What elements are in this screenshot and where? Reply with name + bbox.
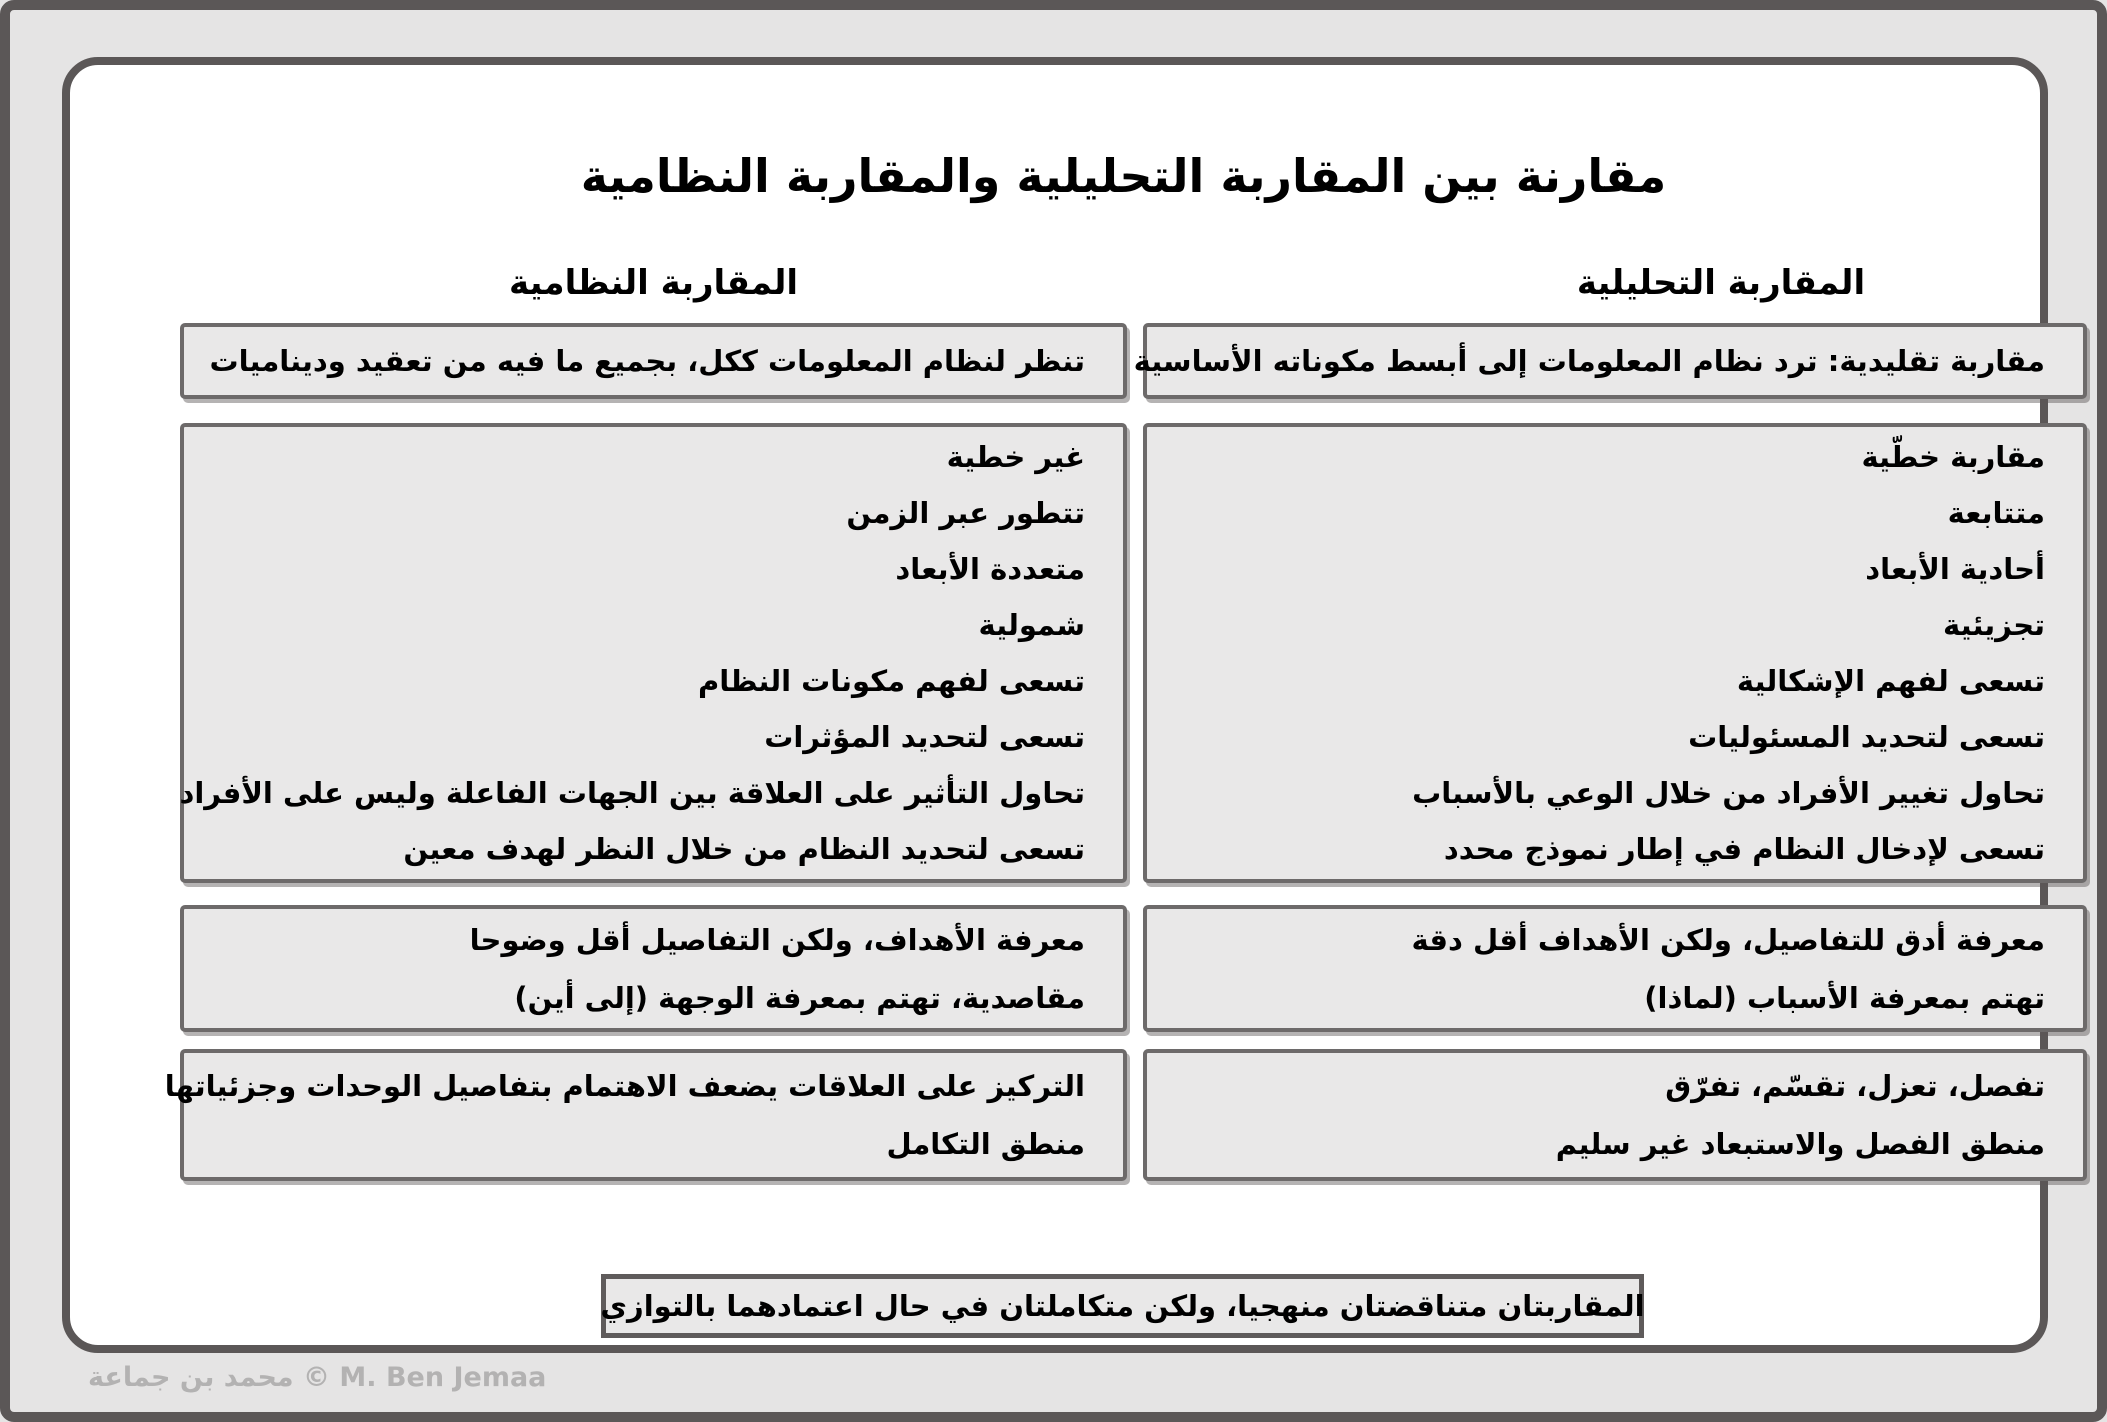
text-line: مقاربة تقليدية: ترد نظام المعلومات إلى أبسط مكوناته الأساسية: [1133, 344, 2045, 378]
text-line: تجزيئية: [1943, 608, 2045, 642]
text-line: تحاول التأثير على العلاقة بين الجهات الفاعلة وليس على الأفراد: [179, 776, 1085, 810]
text-line: معرفة الأهداف، ولكن التفاصيل أقل وضوحا: [469, 922, 1085, 957]
text-line: شمولية: [978, 608, 1085, 642]
text-line: متعددة الأبعاد: [895, 552, 1085, 586]
text-line: مقاصدية، تهتم بمعرفة الوجهة (إلى أين): [514, 980, 1085, 1015]
text-line: تهتم بمعرفة الأسباب (لماذا): [1644, 980, 2045, 1015]
text-line: التركيز على العلاقات يضعف الاهتمام بتفاصيل الوحدات وجزئياتها: [164, 1069, 1085, 1103]
text-line: تسعى لإدخال النظام في إطار نموذج محدد: [1443, 832, 2045, 866]
analytical-summary-box: [1133, 323, 2087, 399]
analytical-traits-box: [1143, 423, 2087, 883]
text-line: تسعى لتحديد المسئوليات: [1688, 720, 2045, 754]
text-line: تفصل، تعزل، تقسّم، تفرّق: [1665, 1069, 2045, 1103]
text-line: معرفة أدق للتفاصيل، ولكن الأهداف أقل دقة: [1411, 922, 2045, 957]
conclusion-box: [601, 1274, 1644, 1338]
text-line: تسعى لتحديد المؤثرات: [764, 720, 1085, 754]
text-line: غير خطية: [946, 440, 1085, 474]
text-line: مقاربة خطّية: [1861, 440, 2045, 474]
text-line: تسعى لفهم مكونات النظام: [697, 664, 1085, 698]
systemic-summary-box: [180, 323, 1127, 399]
text-line: تحاول تغيير الأفراد من خلال الوعي بالأسباب: [1412, 776, 2045, 810]
analytical-logic-box: [1143, 1049, 2087, 1181]
conclusion-text: المقاربتان متناقضتان منهجيا، ولكن متكاملتان في حال اعتمادهما بالتوازي: [600, 1289, 1645, 1323]
text-line: تسعى لفهم الإشكالية: [1736, 664, 2045, 698]
column-header-analytical: المقاربة التحليلية: [1576, 263, 1866, 303]
slide-title: مقارنة بين المقاربة التحليلية والمقاربة النظامية: [580, 149, 1667, 203]
text-line: تسعى لتحديد النظام من خلال النظر لهدف معين: [403, 832, 1085, 866]
footer-credit: محمد بن جماعة © M. Ben Jemaa: [88, 1362, 547, 1393]
systemic-traits-box: [180, 423, 1127, 883]
systemic-logic-box: [164, 1049, 1127, 1181]
text-line: منطق التكامل: [886, 1127, 1085, 1161]
text-line: منطق الفصل والاستبعاد غير سليم: [1555, 1127, 2045, 1161]
systemic-knowledge-box: [180, 905, 1127, 1032]
column-header-systemic: المقاربة النظامية: [509, 263, 798, 303]
text-line: أحادية الأبعاد: [1865, 552, 2045, 586]
analytical-knowledge-box: [1143, 905, 2087, 1032]
text-line: تتطور عبر الزمن: [846, 496, 1085, 530]
text-line: تنظر لنظام المعلومات ككل، بجميع ما فيه من تعقيد وديناميات: [209, 344, 1085, 378]
text-line: متتابعة: [1947, 496, 2045, 530]
slide-panel: [62, 57, 2048, 1353]
